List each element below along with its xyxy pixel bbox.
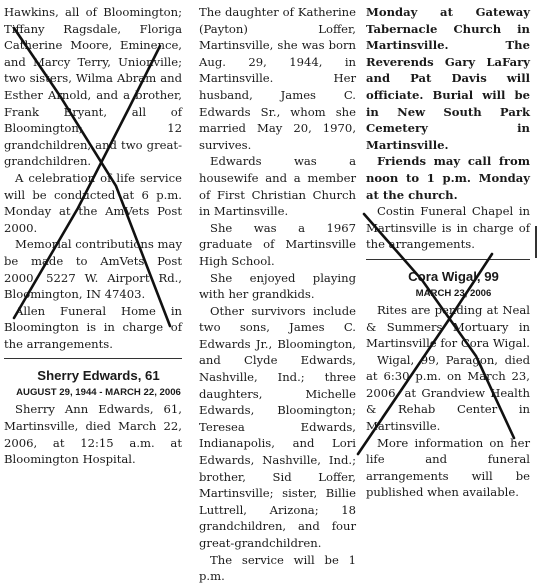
obituary-visitation-paragraph: Friends may call from noon to 1 p.m. Monday at the church.: [366, 154, 530, 202]
obituary-more-info-paragraph: More information on her life and funeral arrangements will be published when available.: [366, 435, 530, 500]
obituary-graduate-paragraph: She was a 1967 graduate of Martinsville High School.: [199, 220, 356, 268]
column-right: [366, 4, 530, 501]
column-edge-rule: [535, 226, 537, 258]
obituary-rites-paragraph: Rites are pending at Neal & Summers Mortuary in Martinsville for Cora Wigal.: [366, 302, 530, 351]
celebration-of-life-paragraph: A celebration of life service will be conducted at 6 p.m. Monday at the AmVets Post 2000.: [4, 170, 182, 235]
column-middle: [199, 4, 356, 585]
obituary-death-paragraph: Wigal, 99, Paragon, died at 6:30 p.m. on March 23, 2006, at Grandview Health & Rehab Center in Martinsville.: [366, 352, 530, 434]
obituary-survivors-continued: Hawkins, all of Bloomington; Tiffany Ragsdale, Floriga Catherine Moore, Eminence, and Marcy Terry, Unionville; two sisters, Wilma Abram and Esther Arnold, and a brother, Frank Bryant, all of Bloomington; 12 grandchildren, and two great-grandchildren.: [4, 5, 182, 169]
obituary-enjoyed-paragraph: She enjoyed playing with her grandkids.: [199, 270, 356, 302]
memorial-contributions-paragraph: Memorial contributions may be made to AmVets Post 2000, 5227 W. Airport Rd., Bloomington, IN 47403.: [4, 237, 182, 302]
obituary-parents-paragraph: The daughter of Katherine (Payton) Loffer, Martinsville, she was born Aug. 29, 1944, in Martinsville. Her husband, James C. Edwards Sr., whom she married May 20, 1970, survives.: [199, 5, 356, 152]
obituary-headline-cora-wigal: Cora Wigal, 99: [408, 268, 499, 284]
obituary-survivors-paragraph: Other survivors include two sons, James C. Edwards Jr., Bloomington, and Clyde Edwards, Nashville, Ind.; three daughters, Michelle Edwards, Bloomington; Teresea Edwards, Indianapolis, and Lori Edwards, Nashville, Ind.; brother, Sid Loffer, Martinsville; sister, Billie Luttrell, Arizona; 18 grandchildren, and four great-grandchildren.: [199, 303, 356, 550]
funeral-home-paragraph: Allen Funeral Home in Bloomington is in charge of the arrangements.: [4, 303, 182, 351]
obituary-housewife-paragraph: Edwards was a housewife and a member of First Christian Church in Martinsville.: [199, 154, 356, 219]
obituary-arrangements-paragraph: Costin Funeral Chapel in Martinsville is in charge of the arrangements.: [366, 204, 530, 252]
obituary-body-sherry-edwards: Sherry Ann Edwards, 61, Martinsville, died March 22, 2006, at 12:15 a.m. at Bloomington Hospital.: [4, 402, 182, 467]
obituary-dates-cora-wigal: MARCH 23, 2006: [415, 287, 492, 299]
obituary-dates-sherry-edwards: AUGUST 29, 1944 - MARCH 22, 2006: [16, 387, 181, 399]
column-left: [4, 4, 182, 468]
obituary-service-details: Monday at Gateway Tabernacle Church in Martinsville. The Reverends Gary LaFary and Pat Davis will officiate. Burial will be in New South Park Cemetery in Martinsville.: [366, 5, 530, 152]
obituary-headline-sherry-edwards: Sherry Edwards, 61: [37, 368, 160, 384]
obituary-service-paragraph: The service will be 1 p.m.: [199, 552, 356, 584]
